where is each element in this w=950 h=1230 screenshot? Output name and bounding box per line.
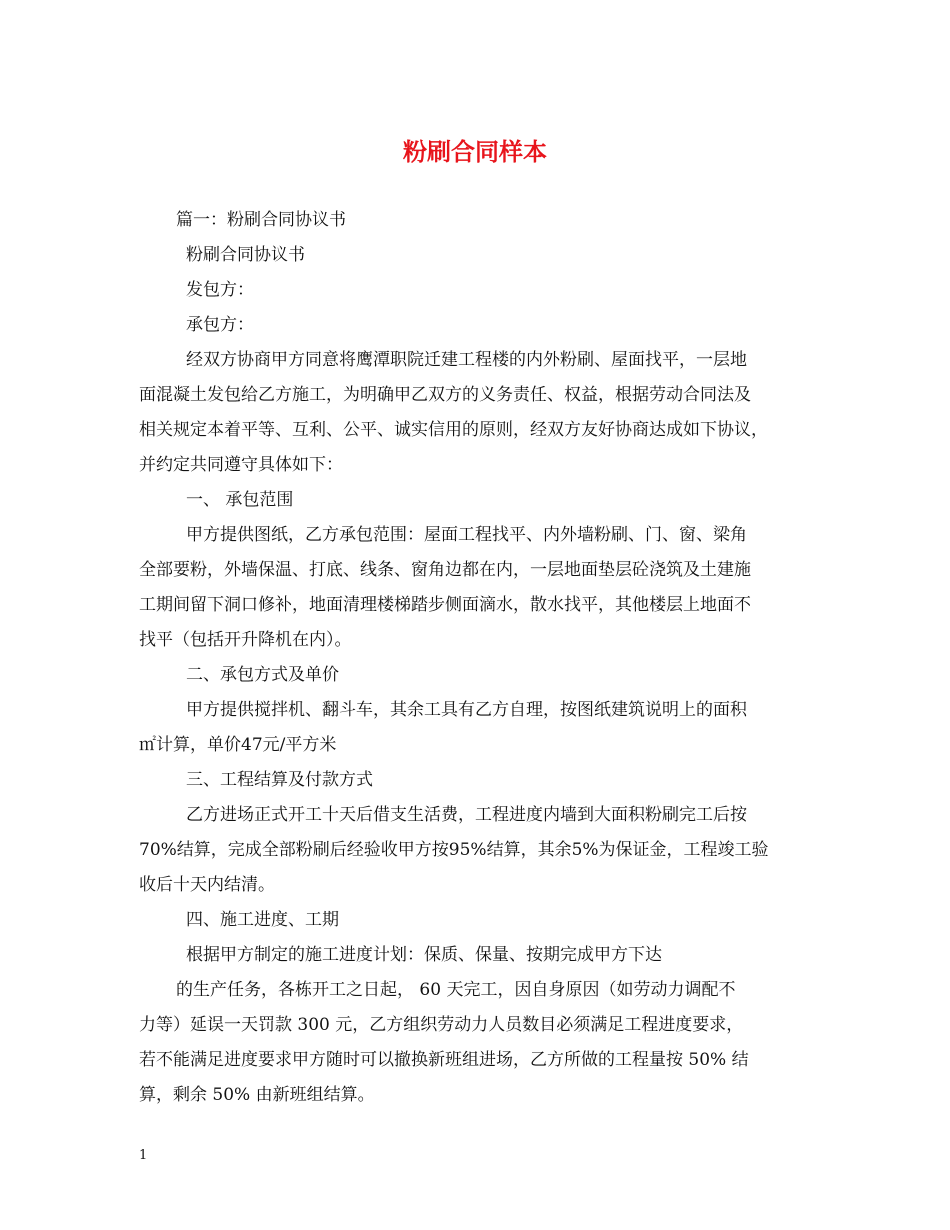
paragraph-line: 甲方提供搅拌机、翻斗车，其余工具有乙方自理，按图纸建筑说明上的面积 [186,700,747,720]
paragraph-line: 收后十天内结清。 [139,875,275,895]
paragraph-line: 根据甲方制定的施工进度计划：保质、保量、按期完成甲方下达 [186,945,662,965]
section-heading: 篇一：粉刷合同协议书 [176,210,346,230]
party-b-label: 承包方： [186,315,254,335]
document-title: 粉刷合同样本 [403,138,547,166]
page-number: 1 [139,1148,148,1163]
paragraph-line: 的生产任务，各栋开工之日起， 60 天完工，因自身原因（如劳动力调配不 [176,980,736,1000]
paragraph-line: 并约定共同遵守具体如下： [139,455,343,475]
paragraph-line: 70%结算，完成全部粉刷后经验收甲方按95%结算，其余5%为保证金，工程竣工验 [139,840,769,860]
paragraph-line: 甲方提供图纸，乙方承包范围：屋面工程找平、内外墙粉刷、门、窗、梁角 [186,525,747,545]
party-a-label: 发包方： [186,280,254,300]
clause-heading: 二、承包方式及单价 [186,665,339,685]
clause-heading: 四、施工进度、工期 [186,910,339,930]
paragraph-line: ㎡计算，单价47元/平方米 [139,735,337,755]
clause-heading: 一、 承包范围 [186,490,294,510]
paragraph-line: 相关规定本着平等、互利、公平、诚实信用的原则，经双方友好协商达成如下协议， [139,420,768,440]
paragraph-line: 经双方协商甲方同意将鹰潭职院迁建工程楼的内外粉刷、屋面找平，一层地 [186,350,747,370]
subheading: 粉刷合同协议书 [186,245,305,265]
paragraph-line: 全部要粉，外墙保温、打底、线条、窗角边都在内，一层地面垫层砼浇筑及土建施 [139,560,751,580]
paragraph-line: 乙方进场正式开工十天后借支生活费，工程进度内墙到大面积粉刷完工后按 [186,805,747,825]
paragraph-line: 若不能满足进度要求甲方随时可以撤换新班组进场，乙方所做的工程量按 50% 结 [139,1050,749,1070]
paragraph-line: 找平（包括开升降机在内）。 [139,630,352,650]
paragraph-line: 工期间留下洞口修补，地面清理楼梯踏步侧面滴水，散水找平，其他楼层上地面不 [139,595,751,615]
paragraph-line: 算，剩余 50% 由新班组结算。 [139,1085,375,1105]
paragraph-line: 力等）延误一天罚款 300 元，乙方组织劳动力人员数目必须满足工程进度要求， [139,1015,744,1035]
paragraph-line: 面混凝土发包给乙方施工，为明确甲乙双方的义务责任、权益，根据劳动合同法及 [139,385,751,405]
clause-heading: 三、工程结算及付款方式 [186,770,373,790]
